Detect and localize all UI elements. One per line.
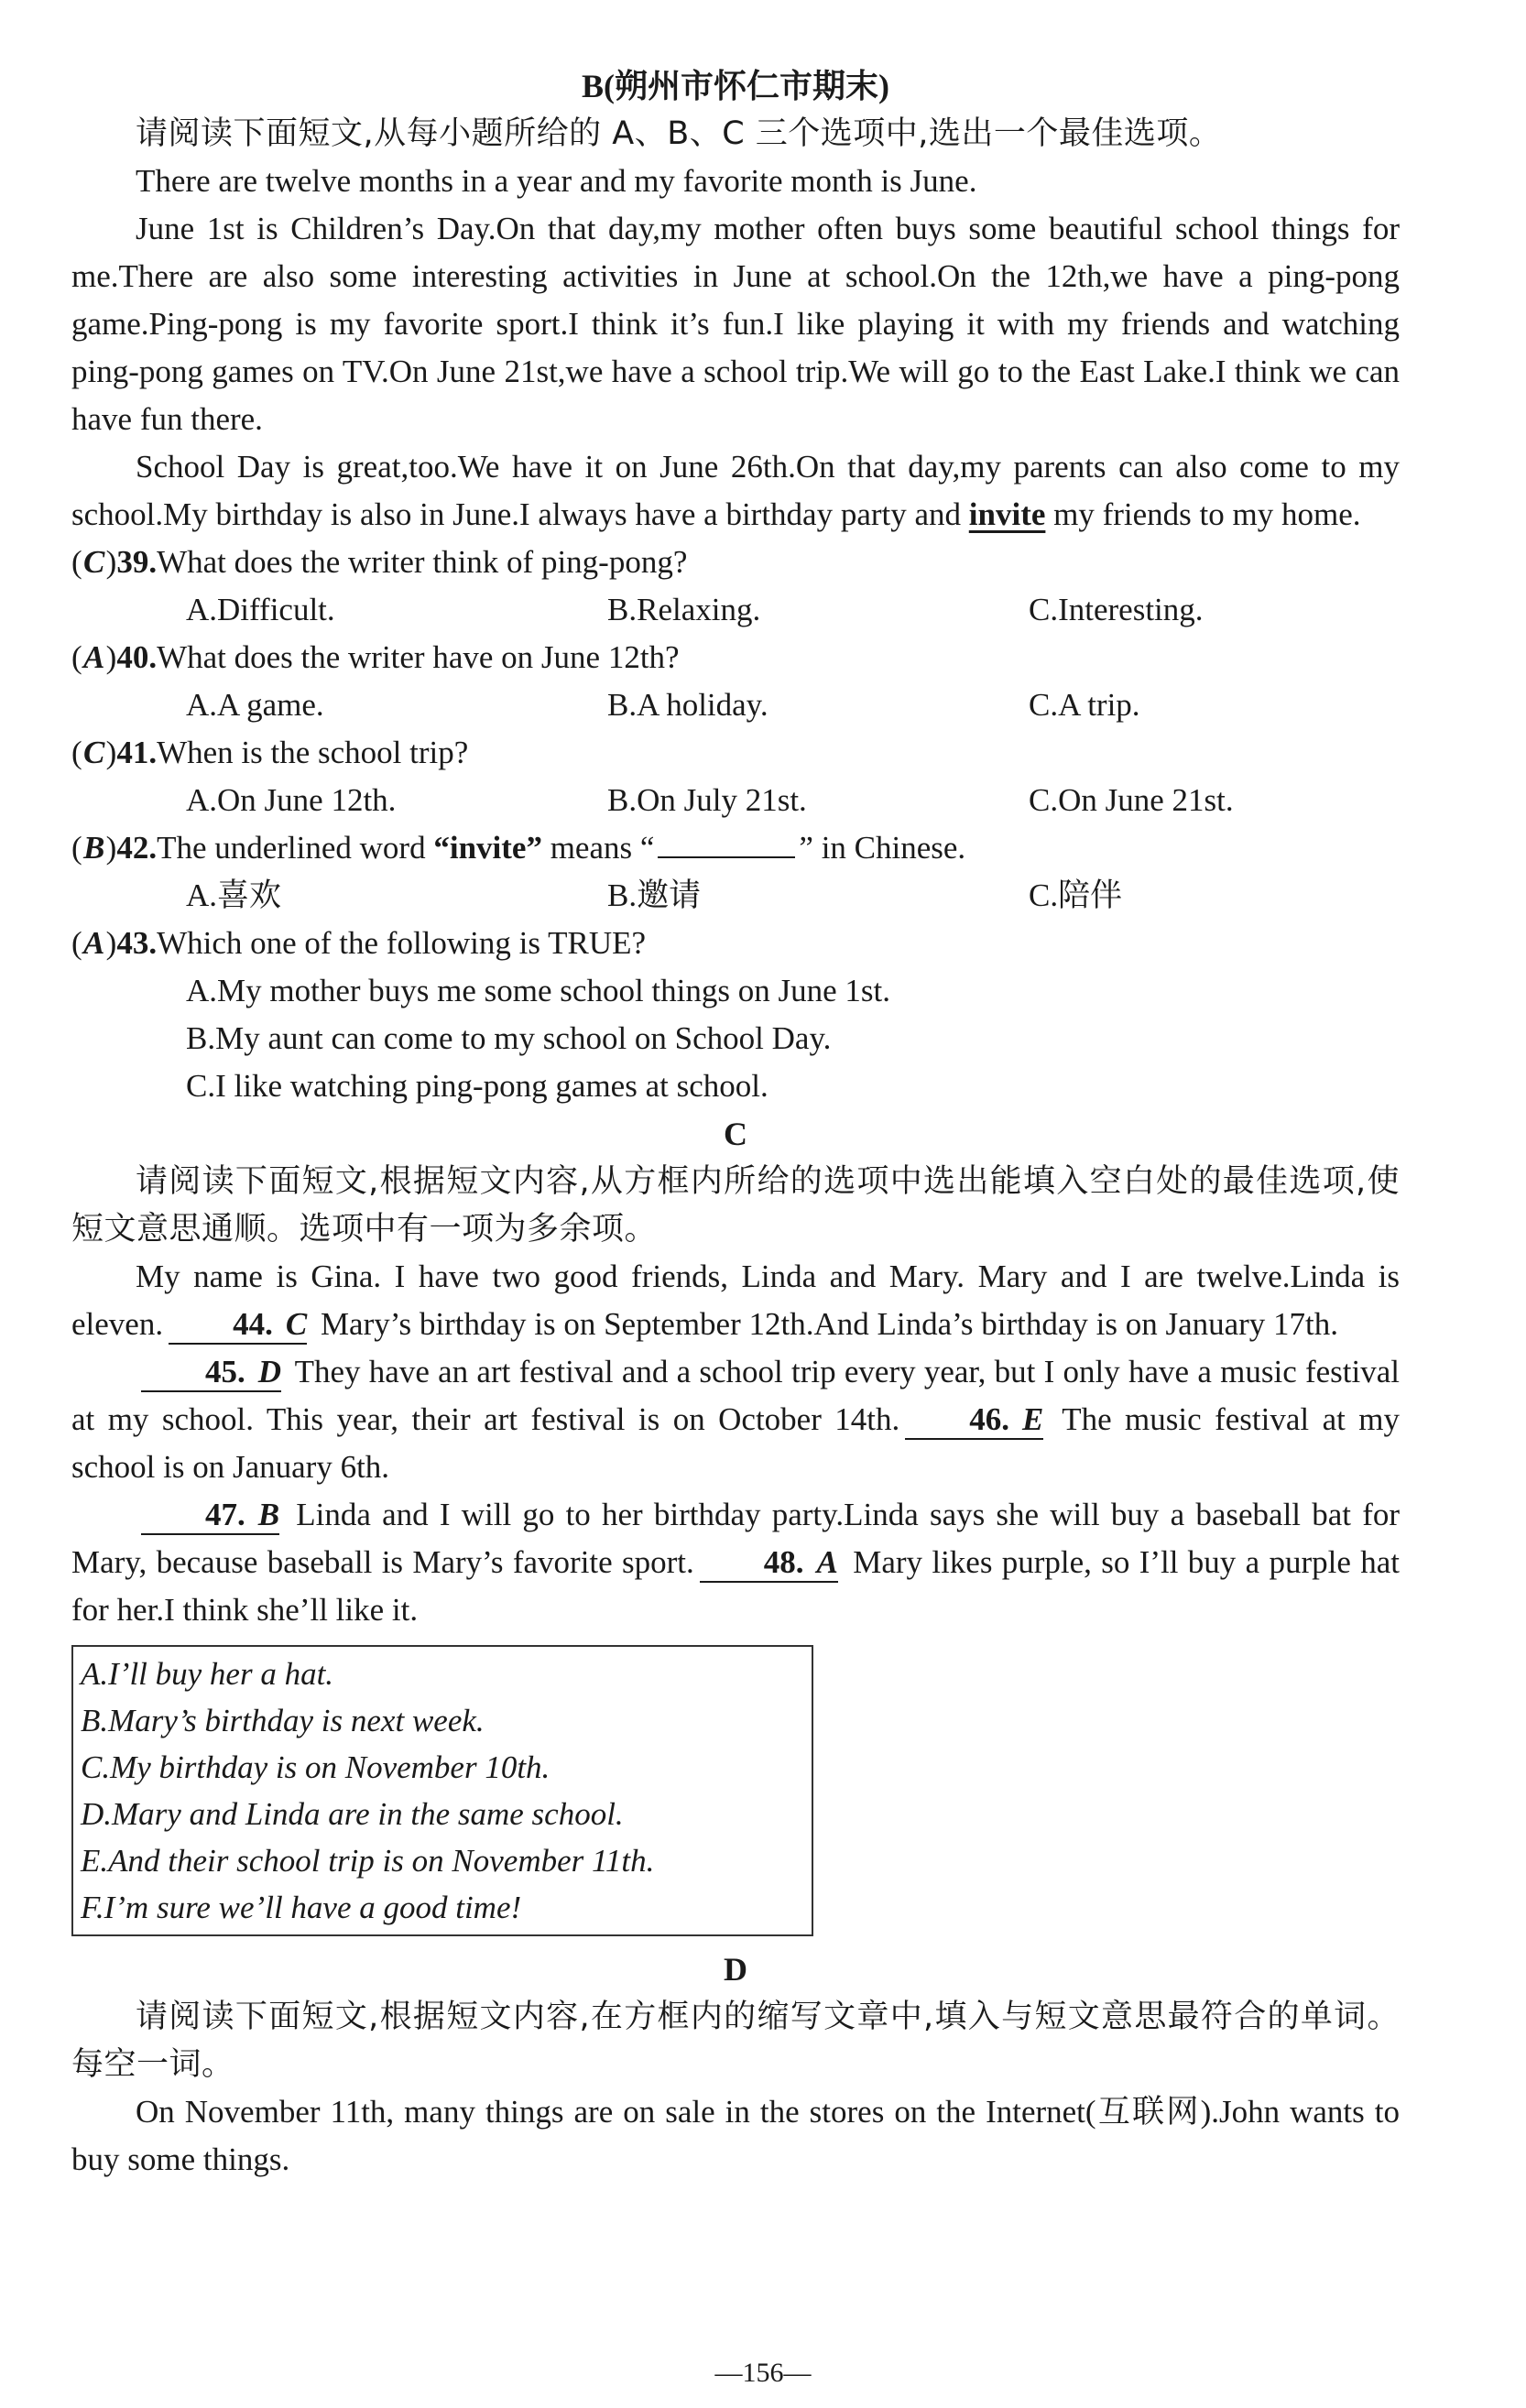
- question-42: (B)42.The underlined word “invite” means “ ” in Chinese.: [71, 824, 1400, 872]
- option-42-a: A.喜欢: [186, 877, 282, 913]
- blank-44: [169, 1306, 307, 1345]
- blank-44-answer: C: [285, 1306, 308, 1342]
- answer-40: A: [82, 639, 105, 675]
- option-43-b: B.My aunt can come to my school on School Day.: [186, 1020, 832, 1056]
- blank-46: [905, 1401, 1043, 1440]
- question-40: (A)40.What does the writer have on June 12th?: [71, 634, 1400, 681]
- option-40-b: B.A holiday.: [607, 687, 768, 723]
- underlined-word-invite: invite: [968, 496, 1046, 532]
- section-b-title: B(朔州市怀仁市期末): [582, 68, 889, 104]
- blank-45-number: 45.: [205, 1354, 245, 1389]
- question-40-text: What does the writer have on June 12th?: [157, 639, 680, 675]
- option-42-c: C.陪伴: [1029, 877, 1123, 913]
- passage-c-p3-mid: Linda and I will go to her birthday party.Linda says she will buy a baseball bat for Mary, because baseball is Mary’s favorite sport.: [71, 1497, 1400, 1580]
- section-d-instruction: 请阅读下面短文,根据短文内容,在方框内的缩写文章中,填入与短文意思最符合的单词。每空一词。: [71, 1999, 1400, 2083]
- blank-47-answer: B: [257, 1497, 280, 1532]
- passage-c-p2-after: The music festival at my school is on January 6th.: [71, 1401, 1400, 1485]
- passage-d-paragraph-1: On November 11th, many things are on sale in the stores on the Internet(互联网).John wants to buy some things.: [71, 2094, 1400, 2177]
- option-40-a: A.A game.: [186, 687, 324, 723]
- blank-44-number: 44.: [233, 1306, 273, 1342]
- para3-text-after: my friends to my home.: [1045, 496, 1361, 532]
- box-option-e: E.And their school trip is on November 11th.: [81, 1843, 655, 1879]
- option-39-a: A.Difficult.: [186, 592, 335, 627]
- question-43: (A)43.Which one of the following is TRUE?: [71, 920, 1400, 967]
- box-option-d: D.Mary and Linda are in the same school.: [81, 1796, 624, 1832]
- passage-b-paragraph-3: [71, 443, 1400, 539]
- question-42-text-before: The underlined word: [157, 830, 434, 866]
- question-39-options: [71, 586, 1400, 634]
- question-number-39: 39.: [116, 544, 158, 580]
- question-40-options: [71, 681, 1400, 729]
- passage-c-paragraph-3: [71, 1491, 1400, 1634]
- passage-c-p3-after: Mary likes purple, so I’ll buy a purple hat for her.I think she’ll like it.: [71, 1544, 1400, 1628]
- section-c-instruction: 请阅读下面短文,根据短文内容,从方框内所给的选项中选出能填入空白处的最佳选项,使短文意思通顺。选项中有一项为多余项。: [71, 1163, 1400, 1248]
- option-41-a: A.On June 12th.: [186, 782, 397, 818]
- question-42-word: “invite”: [433, 830, 542, 866]
- box-option-a: A.I’ll buy her a hat.: [81, 1656, 334, 1692]
- worksheet-page: [71, 0, 1400, 2184]
- blank-47-number: 47.: [205, 1497, 245, 1532]
- question-number-41: 41.: [116, 735, 158, 770]
- passage-c-paragraph-2: [71, 1348, 1400, 1491]
- passage-c-paragraph-1: [71, 1253, 1400, 1348]
- box-option-c: C.My birthday is on November 10th.: [81, 1749, 550, 1785]
- question-42-text-after: ” in Chinese.: [799, 830, 966, 866]
- section-b-instruction: 请阅读下面短文,从每小题所给的 A、B、C 三个选项中,选出一个最佳选项。: [136, 115, 1222, 152]
- answer-41: C: [82, 735, 105, 770]
- section-c-title: C: [724, 1116, 747, 1152]
- option-42-b: B.邀请: [607, 877, 702, 913]
- box-option-b: B.Mary’s birthday is next week.: [81, 1703, 485, 1738]
- question-42-options: [71, 872, 1400, 920]
- option-40-c: C.A trip.: [1029, 687, 1140, 723]
- passage-c-p1-before: My name is Gina. I have two good friends, Linda and Mary. Mary and I are twelve.Linda is eleven.: [71, 1258, 1400, 1342]
- option-39-b: B.Relaxing.: [607, 592, 761, 627]
- blank-46-answer: E: [1022, 1401, 1044, 1437]
- question-43-text: Which one of the following is TRUE?: [157, 925, 647, 961]
- answer-43: A: [82, 925, 105, 961]
- question-42-blank: [658, 825, 795, 858]
- blank-46-number: 46.: [969, 1401, 1010, 1437]
- question-41: (C)41.When is the school trip?: [71, 729, 1400, 777]
- blank-45-answer: D: [257, 1354, 282, 1389]
- para3-text-before: School Day is great,too.We have it on June 26th.On that day,my parents can also come to my school.My birthday is also in June.I always have a birthday party and: [71, 449, 1400, 532]
- passage-b-paragraph-1: There are twelve months in a year and my favorite month is June.: [136, 163, 977, 199]
- section-d-title: D: [724, 1951, 747, 1988]
- option-39-c: C.Interesting.: [1029, 592, 1204, 627]
- question-41-text: When is the school trip?: [157, 735, 469, 770]
- blank-47: [141, 1497, 279, 1535]
- question-39: (C)39.What does the writer think of ping-pong?: [71, 539, 1400, 586]
- question-42-text-mid: means “: [541, 830, 655, 866]
- box-option-f: F.I’m sure we’ll have a good time!: [81, 1890, 522, 1925]
- option-41-b: B.On July 21st.: [607, 782, 807, 818]
- blank-45: [141, 1354, 281, 1392]
- passage-c-p1-after: Mary’s birthday is on September 12th.And Linda’s birthday is on January 17th.: [312, 1306, 1339, 1342]
- blank-48-answer: A: [816, 1544, 838, 1580]
- passage-c-p2-mid: They have an art festival and a school trip every year, but I only have a music festival at my school. This year, their art festival is on October 14th.: [71, 1354, 1400, 1437]
- question-number-40: 40.: [116, 639, 158, 675]
- question-39-text: What does the writer think of ping-pong?: [157, 544, 688, 580]
- answer-42: B: [82, 830, 105, 866]
- blank-48-number: 48.: [763, 1544, 804, 1580]
- question-41-options: [71, 777, 1400, 824]
- question-number-42: 42.: [116, 830, 158, 866]
- answer-39: C: [82, 544, 105, 580]
- options-box: [71, 1645, 813, 1936]
- option-43-c: C.I like watching ping-pong games at school.: [186, 1068, 768, 1104]
- blank-48: [700, 1544, 838, 1583]
- option-41-c: C.On June 21st.: [1029, 782, 1234, 818]
- page-number: —156—: [714, 2358, 812, 2388]
- passage-b-paragraph-2: June 1st is Children’s Day.On that day,my mother often buys some beautiful school things for me.There are also some interesting activities in June at school.On the 12th,we have a ping-pong game.Ping-pong is my favorite sport.I think it’s fun.I like playing it with my friends and watching ping-pong games on TV.On June 21st,we have a school trip.We will go to the East Lake.I think we can have fun there.: [71, 211, 1400, 437]
- option-43-a: A.My mother buys me some school things on June 1st.: [186, 973, 890, 1008]
- question-number-43: 43.: [116, 925, 158, 961]
